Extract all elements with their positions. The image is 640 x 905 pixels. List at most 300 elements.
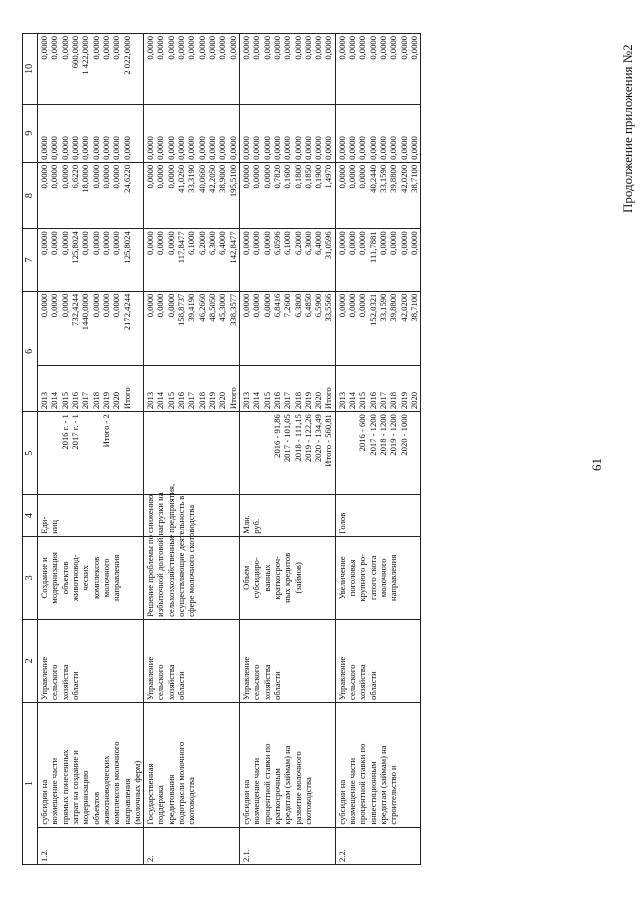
regional-funding-line: 41,0260 <box>176 164 187 193</box>
total-funding-line: 39,4190 <box>186 293 197 322</box>
unit-line: Голов <box>336 512 347 534</box>
page-number: 61 <box>589 458 604 471</box>
year-list-line: 2020 <box>313 391 324 410</box>
regional-funding-line: 39,8800 <box>388 164 399 193</box>
executor-cell <box>335 619 421 702</box>
other-sources-funding-line: 0,0000 <box>49 36 60 60</box>
executor-line: области <box>271 671 282 700</box>
municipal-funding-line: 0,0000 <box>207 136 217 160</box>
federal-funding-line: 6,4000 <box>217 231 228 255</box>
unit-line: Млн. <box>240 515 251 534</box>
measure-name-line: краткосрочным <box>271 768 282 825</box>
total-funding-line: 0,0000 <box>347 293 358 318</box>
measure-name-cell <box>144 702 240 827</box>
municipal-funding-cell <box>335 104 421 162</box>
measure-name-line: комплексов молочного <box>111 741 122 825</box>
executor-line: Управление <box>336 656 347 700</box>
other-sources-funding-line: 0,0000 <box>196 36 207 60</box>
municipal-funding-line: 0,0000 <box>100 136 111 160</box>
regional-funding-line: 42,2050 <box>207 164 217 193</box>
municipal-funding-cell <box>239 104 335 162</box>
regional-funding-line: 42,0200 <box>398 164 409 193</box>
total-funding-line: 0,0000 <box>111 293 122 318</box>
executor-line: сельского <box>49 664 60 700</box>
municipal-funding-line: 0,0000 <box>49 136 60 160</box>
federal-funding-line: 0,0000 <box>398 231 409 255</box>
indicator-line: ческих <box>80 565 91 591</box>
indicator-line: поголовья <box>347 559 358 597</box>
year-list-line: 2015 <box>59 391 70 410</box>
total-funding-line: 0,0000 <box>59 293 70 318</box>
row-number-line: 1.2. <box>39 849 49 862</box>
target-values-line: 2016 - 600 <box>357 414 368 452</box>
total-funding-line: 39,8800 <box>388 293 399 322</box>
year-list-line: 2015 <box>261 391 272 410</box>
year-list-line: 2016 <box>271 391 282 410</box>
year-list-line: 2014 <box>49 391 60 410</box>
indicator-line: ванных <box>261 564 272 592</box>
regional-funding-line: 0,1850 <box>302 164 313 189</box>
target-values-line <box>337 414 347 492</box>
table-row <box>144 34 240 865</box>
regional-funding-line: 18,0000 <box>80 164 91 193</box>
row-number-line: 2.1. <box>240 849 251 862</box>
measure-name-line: объектов <box>90 791 101 825</box>
year-list-line: 2016 <box>176 391 187 410</box>
year-list-line: 2019 <box>100 391 111 410</box>
federal-funding-line: 6,1000 <box>186 231 197 255</box>
year-list-line: 2018 <box>90 391 101 410</box>
regional-funding-line: 40,2440 <box>367 164 378 193</box>
measure-name-line: кредитования <box>165 774 176 825</box>
total-funding-line: 6,3800 <box>292 293 303 318</box>
measure-name-line: прямых понесенных <box>59 749 70 825</box>
indicator-line: объектов <box>59 561 70 595</box>
total-funding-line: 45,3000 <box>217 293 228 322</box>
target-values-line: 2016 г. - 1 <box>59 414 70 450</box>
total-funding-cell <box>239 291 335 366</box>
total-funding-line: 152,0321 <box>367 293 378 326</box>
other-sources-funding-line: 0,0000 <box>100 36 111 60</box>
unit-line: ниц <box>49 519 60 534</box>
regional-funding-line: 33,1590 <box>378 164 388 193</box>
indicator-cell <box>38 536 144 619</box>
total-funding-line: 7,2600 <box>282 293 293 318</box>
header-cell: 1 <box>23 702 38 864</box>
regional-funding-cell <box>38 162 144 228</box>
measure-name-cell <box>38 702 144 827</box>
indicator-line: гатого скота <box>367 555 378 600</box>
header-cell: 4 <box>23 495 38 537</box>
regional-funding-line: 0,0000 <box>90 164 101 189</box>
federal-funding-line: 6,3000 <box>207 231 217 255</box>
other-sources-funding-line: 0,0000 <box>217 36 228 60</box>
other-sources-funding-line: 0,0000 <box>398 36 409 60</box>
other-sources-funding-line: 0,0000 <box>271 36 282 60</box>
federal-funding-line: 6,4000 <box>313 231 324 255</box>
municipal-funding-line: 0,0000 <box>261 136 272 160</box>
other-sources-funding-line: 2 022,0000 <box>121 36 132 75</box>
target-values-line <box>262 414 272 492</box>
indicator-line: Создание и <box>39 557 49 599</box>
federal-funding-line: 0,0000 <box>336 231 347 255</box>
federal-funding-line: 6,3000 <box>302 231 313 255</box>
municipal-funding-line: 0,0000 <box>302 136 313 160</box>
regional-funding-line: 0,1800 <box>292 164 303 189</box>
measure-name-line: кредитам (займам) на <box>282 745 293 825</box>
municipal-funding-line: 0,0000 <box>69 136 80 160</box>
total-funding-cell <box>38 291 144 366</box>
municipal-funding-line: 0,0000 <box>59 136 70 160</box>
year-list-line: 2018 <box>292 391 303 410</box>
regional-funding-line: 195,5100 <box>227 164 238 198</box>
target-values-line: 2017 - 1200 <box>367 414 378 456</box>
municipal-funding-line: 0,0000 <box>155 136 166 160</box>
year-list-line: 2018 <box>196 391 207 410</box>
year-list-line: Итого <box>227 387 238 410</box>
regional-funding-cell <box>335 162 421 228</box>
header-cell: 6 <box>23 291 38 411</box>
municipal-funding-line: 0,0000 <box>90 136 101 160</box>
federal-funding-line: 0,0000 <box>388 231 399 255</box>
executor-line: Управление <box>39 656 49 700</box>
regional-funding-line: 0,0000 <box>145 164 156 189</box>
target-values-cell <box>335 412 421 495</box>
total-funding-line: 0,0000 <box>240 293 251 318</box>
header-cell: 7 <box>23 229 38 291</box>
regional-funding-line: 24,6220 <box>121 164 132 193</box>
target-values-line: 2020 - 1000 <box>398 414 409 456</box>
total-funding-line: 6,5900 <box>313 293 324 318</box>
year-list-line: 2014 <box>155 391 166 410</box>
other-sources-funding-line: 0,0000 <box>240 36 251 60</box>
total-funding-line: 158,8737 <box>176 293 187 326</box>
other-sources-funding-line: 0,0000 <box>378 36 388 60</box>
year-list-line: 2020 <box>111 391 122 410</box>
year-list-cell <box>144 366 240 412</box>
regional-funding-line: 0,0000 <box>111 164 122 189</box>
target-values-line <box>49 414 59 492</box>
federal-funding-line: 6,1000 <box>282 231 293 255</box>
federal-funding-line: 0,0000 <box>145 231 156 255</box>
federal-funding-line: 125,8024 <box>69 231 80 264</box>
executor-cell <box>239 619 335 702</box>
indicator-line: ных кредитов <box>282 552 293 603</box>
regional-funding-line: 0,0000 <box>336 164 347 189</box>
year-list-line: 2013 <box>240 391 251 410</box>
program-table <box>22 33 421 865</box>
target-values-line <box>251 414 261 492</box>
total-funding-line: 0,0000 <box>165 293 176 318</box>
executor-line: хозяйства <box>165 664 176 700</box>
measure-name-line: возмещение части <box>251 757 262 825</box>
year-list-line: 2019 <box>207 391 217 410</box>
year-list-cell <box>239 366 335 412</box>
target-values-cell <box>38 412 144 495</box>
measure-name-line: животноводческих <box>100 755 111 825</box>
executor-cell <box>144 619 240 702</box>
measure-name-line: поддержка <box>155 785 166 825</box>
municipal-funding-line: 0,0000 <box>121 136 132 160</box>
indicator-line: (займов) <box>292 562 303 594</box>
regional-funding-line: 0,0000 <box>59 164 70 189</box>
target-values-line: Итого - 2 <box>100 414 111 448</box>
target-values-line: 2019 - 122,26 <box>302 414 313 463</box>
row-number-cell <box>239 827 335 864</box>
municipal-funding-cell <box>38 104 144 162</box>
municipal-funding-line: 0,0000 <box>196 136 207 160</box>
measure-name-line: подотрасли молочного <box>176 741 187 825</box>
other-sources-funding-line: 0,0000 <box>165 36 176 60</box>
indicator-cell <box>144 483 240 619</box>
municipal-funding-line: 0,0000 <box>39 136 49 160</box>
municipal-funding-line: 0,0000 <box>165 136 176 160</box>
other-sources-funding-line: 0,0000 <box>357 36 368 60</box>
other-sources-funding-line: 0,0000 <box>59 36 70 60</box>
measure-name-line: направления <box>121 778 132 825</box>
measure-name-line: Государственная <box>145 763 156 825</box>
target-values-line: 2017 - 101,05 <box>282 414 293 463</box>
header-cell: 2 <box>23 619 38 702</box>
header-cell: 5 <box>23 412 38 495</box>
federal-funding-line: 0,0000 <box>251 231 262 255</box>
total-funding-line: 0,0000 <box>261 293 272 318</box>
year-list-line: 2014 <box>251 391 262 410</box>
regional-funding-cell <box>239 162 335 228</box>
header-cell: 8 <box>23 162 38 228</box>
other-sources-funding-line: 0,0000 <box>251 36 262 60</box>
executor-cell <box>38 619 144 702</box>
other-sources-funding-cell <box>38 34 144 105</box>
total-funding-line: 1440,0000 <box>80 293 91 331</box>
measure-name-line: возмещение части <box>49 757 60 825</box>
year-list-line: 2020 <box>217 391 228 410</box>
other-sources-funding-line: 0,0000 <box>367 36 378 60</box>
total-funding-line: 6,4850 <box>302 293 313 318</box>
measure-name-line: модернизацию <box>80 770 91 825</box>
unit-cell <box>38 495 144 537</box>
municipal-funding-line: 0,0000 <box>251 136 262 160</box>
measure-name-line: строительство и <box>388 765 399 825</box>
year-list-line: 2017 <box>378 391 388 410</box>
target-values-line: 2017 г. - 1 <box>69 414 80 450</box>
row-number-line: 2. <box>145 855 156 862</box>
municipal-funding-line: 0,0000 <box>80 136 91 160</box>
year-list-line: 2016 <box>367 391 378 410</box>
total-funding-line: 46,2660 <box>196 293 207 322</box>
executor-line: сельского <box>251 664 262 700</box>
other-sources-funding-line: 0,0000 <box>90 36 101 60</box>
indicator-line: сфере молочного скотоводства <box>186 504 197 617</box>
regional-funding-line: 0,0000 <box>39 164 49 189</box>
indicator-line: сельхозхозяйственные предприятия, <box>165 483 176 617</box>
other-sources-funding-line: 0,0000 <box>111 36 122 60</box>
other-sources-funding-line: 0,0000 <box>292 36 303 60</box>
federal-funding-line: 0,0000 <box>155 231 166 255</box>
indicator-line: молочного <box>378 558 388 598</box>
year-list-line: Итого <box>121 387 132 410</box>
total-funding-line: 0,0000 <box>145 293 156 318</box>
other-sources-funding-line: 0,0000 <box>176 36 187 60</box>
executor-line: хозяйства <box>261 664 272 700</box>
regional-funding-line: 0,1600 <box>282 164 293 189</box>
municipal-funding-line: 0,0000 <box>292 136 303 160</box>
municipal-funding-line: 0,0000 <box>217 136 228 160</box>
municipal-funding-line: 0,0000 <box>323 136 334 160</box>
table-row <box>38 34 144 865</box>
regional-funding-line: 0,0000 <box>100 164 111 189</box>
executor-line: хозяйства <box>59 664 70 700</box>
federal-funding-line: 0,0000 <box>347 231 358 255</box>
row-number-line: 2.2. <box>336 849 347 862</box>
target-values-cell <box>144 412 240 495</box>
municipal-funding-line: 0,0000 <box>378 136 388 160</box>
year-list-line: 2014 <box>347 391 358 410</box>
indicator-line: субсидиро- <box>251 557 262 599</box>
regional-funding-line: 0,0000 <box>155 164 166 189</box>
year-list-line: 2016 <box>69 391 80 410</box>
federal-funding-line: 0,0000 <box>261 231 272 255</box>
year-list-line: 2017 <box>186 391 197 410</box>
federal-funding-line: 6,2000 <box>292 231 303 255</box>
total-funding-line: 33,5566 <box>323 293 334 322</box>
federal-funding-line: 0,0000 <box>59 231 70 255</box>
regional-funding-line: 40,0660 <box>196 164 207 193</box>
total-funding-line: 0,0000 <box>155 293 166 318</box>
measure-name-line: (молочных ферм) <box>131 760 142 825</box>
executor-line: сельского <box>347 664 358 700</box>
other-sources-funding-cell <box>144 34 240 105</box>
row-number-cell <box>38 827 144 864</box>
measure-name-cell <box>239 702 335 827</box>
target-values-line <box>347 414 357 492</box>
municipal-funding-line: 0,0000 <box>408 136 419 160</box>
total-funding-line: 33,1590 <box>378 293 388 322</box>
other-sources-funding-line: 0,0000 <box>282 36 293 60</box>
year-list-cell <box>38 366 144 412</box>
federal-funding-line: 0,0000 <box>240 231 251 255</box>
other-sources-funding-line: 0,0000 <box>207 36 217 60</box>
indicator-line: молочного <box>100 558 111 598</box>
total-funding-line: 0,0000 <box>251 293 262 318</box>
header-cell: 3 <box>23 536 38 619</box>
continuation-title: Продолжение приложения №2 <box>620 44 635 213</box>
year-list-line: 2019 <box>302 391 313 410</box>
other-sources-funding-line: 0,0000 <box>408 36 419 60</box>
table-row <box>335 34 421 865</box>
regional-funding-line: 0,0000 <box>165 164 176 189</box>
indicator-line: Решение проблемы по снижению <box>145 494 156 617</box>
indicator-line: избыточной долговой нагрузки на <box>155 492 166 617</box>
measure-name-line: процентной ставки по <box>261 743 272 825</box>
target-values-line <box>80 414 90 492</box>
year-list-line: 2020 <box>408 391 419 410</box>
target-values-line: Итого - 560,81 <box>323 414 334 467</box>
executor-line: Управление <box>145 656 156 700</box>
executor-line: области <box>69 671 80 700</box>
regional-funding-line: 33,3190 <box>186 164 197 193</box>
total-funding-cell <box>335 291 421 366</box>
federal-funding-line: 0,0000 <box>408 231 419 255</box>
measure-name-line: скотоводства <box>302 777 313 825</box>
other-sources-funding-line: 0,0000 <box>388 36 399 60</box>
federal-funding-line: 0,0000 <box>100 231 111 255</box>
other-sources-funding-line: 0,0000 <box>227 36 238 60</box>
other-sources-funding-line: 0,0000 <box>186 36 197 60</box>
measure-name-line: инвестиционным <box>367 761 378 825</box>
unit-line: руб. <box>251 518 262 534</box>
other-sources-funding-line: 0,0000 <box>155 36 166 60</box>
total-funding-cell <box>144 291 240 366</box>
municipal-funding-line: 0,0000 <box>145 136 156 160</box>
federal-funding-cell <box>335 229 421 291</box>
regional-funding-line: 0,0000 <box>261 164 272 189</box>
indicator-line: Объем <box>240 565 251 590</box>
other-sources-funding-line: 0,0000 <box>347 36 358 60</box>
unit-cell <box>239 495 335 537</box>
indicator-line: направления <box>111 554 122 601</box>
header-cell: 9 <box>23 104 38 162</box>
regional-funding-line: 1,4970 <box>323 164 334 189</box>
total-funding-line: 38,7100 <box>408 293 419 322</box>
measure-name-line: развитие молочного <box>292 751 303 825</box>
total-funding-line: 0,0000 <box>357 293 368 318</box>
regional-funding-line: 0,0000 <box>357 164 368 189</box>
row-number-cell <box>144 827 240 864</box>
target-values-line: 2018 - 111,15 <box>292 414 303 462</box>
municipal-funding-line: 0,0000 <box>398 136 409 160</box>
total-funding-line: 0,0000 <box>336 293 347 318</box>
target-values-line <box>91 414 101 492</box>
municipal-funding-line: 0,0000 <box>357 136 368 160</box>
total-funding-line: 0,0000 <box>100 293 111 318</box>
total-funding-line: 42,0200 <box>398 293 409 322</box>
total-funding-line: 0,0000 <box>49 293 60 318</box>
other-sources-funding-line: 1 422,0000 <box>80 36 91 75</box>
year-list-line: 2017 <box>80 391 91 410</box>
other-sources-funding-line: 600,0000 <box>69 36 80 69</box>
regional-funding-line: 0,0000 <box>251 164 262 189</box>
measure-name-line: возмещение части <box>347 757 358 825</box>
federal-funding-cell <box>144 229 240 291</box>
indicator-line: животновод- <box>69 554 80 602</box>
target-values-line: 2019 - 1200 <box>388 414 399 456</box>
measure-name-line: процентной ставки по <box>357 743 368 825</box>
indicator-line: направления <box>388 554 399 601</box>
indicator-cell <box>335 536 421 619</box>
total-funding-line: 48,5050 <box>207 293 217 322</box>
indicator-line: Увеличение <box>336 556 347 600</box>
measure-name-line: затрат на создание и <box>69 750 80 825</box>
indicator-line: крупного ро- <box>357 554 368 602</box>
header-cell: 10 <box>23 34 38 105</box>
year-list-line: 2013 <box>39 391 49 410</box>
federal-funding-line: 0,0000 <box>49 231 60 255</box>
federal-funding-line: 142,8477 <box>227 231 238 264</box>
federal-funding-line: 0,0000 <box>378 231 388 255</box>
year-list-cell <box>335 366 421 412</box>
header-row <box>23 34 38 865</box>
executor-line: области <box>367 671 378 700</box>
federal-funding-line: 0,0000 <box>111 231 122 255</box>
measure-name-line: субсидии на <box>39 779 49 825</box>
year-list-line: 2013 <box>336 391 347 410</box>
target-values-line: 2016 - 91,86 <box>271 414 282 458</box>
municipal-funding-line: 0,0000 <box>347 136 358 160</box>
other-sources-funding-line: 0,0000 <box>323 36 334 60</box>
executor-line: Управление <box>240 656 251 700</box>
municipal-funding-line: 0,0000 <box>367 136 378 160</box>
